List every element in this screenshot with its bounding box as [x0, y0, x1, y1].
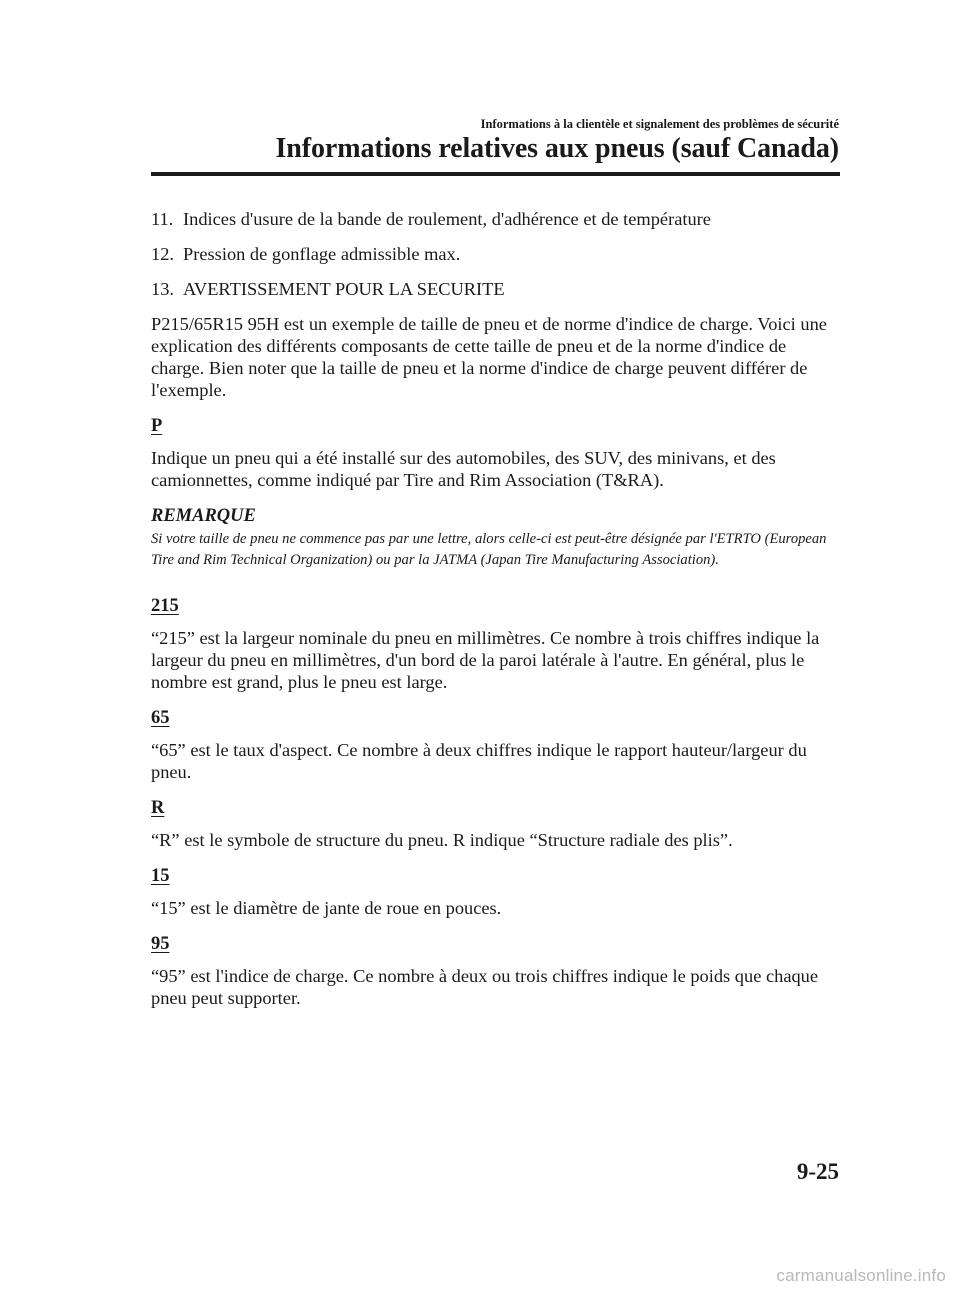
- section-heading-15: 15: [151, 866, 170, 886]
- list-item-number: 11.: [151, 209, 174, 229]
- header-section-label: Informations à la clientèle et signalement des problèmes de sécurité: [480, 117, 839, 131]
- list-item-text: Pression de gonflage admissible max.: [183, 244, 461, 264]
- list-item-text: Indices d'usure de la bande de roulement, d'adhérence et de température: [183, 209, 711, 229]
- section-heading-95: 95: [151, 934, 170, 954]
- header-divider: [151, 172, 840, 176]
- section-heading-65: 65: [151, 708, 170, 728]
- section-text-15: “15” est le diamètre de jante de roue en pouces.: [151, 898, 502, 918]
- list-item: [151, 243, 841, 265]
- section-text-95: “95” est l'indice de charge. Ce nombre à deux ou trois chiffres indique le poids que chaque pneu peut supporter.: [151, 966, 819, 1008]
- main-content: [151, 208, 841, 1023]
- section-text-215: “215” est la largeur nominale du pneu en millimètres. Ce nombre à trois chiffres indique la largeur du pneu en millimètres, d'un bord de la paroi latérale à l'autre. En général, plus le nombre est grand, plus le pneu est large.: [151, 628, 820, 692]
- list-item: [151, 208, 841, 230]
- list-item: [151, 278, 841, 300]
- page-number: 9-25: [796, 1159, 839, 1184]
- section-heading-p: P: [151, 416, 163, 436]
- list-item-number: 13.: [151, 279, 174, 299]
- intro-paragraph: P215/65R15 95H est un exemple de taille de pneu et de norme d'indice de charge. Voici une explication des différents composants de cette taille de pneu et de la norme d'indice de charge. Bien noter que la taille de pneu et la norme d'indice de charge peuvent différer de l'exemple.: [151, 314, 827, 400]
- section-text-65: “65” est le taux d'aspect. Ce nombre à deux chiffres indique le rapport hauteur/largeur du pneu.: [151, 740, 807, 782]
- section-heading-r: R: [151, 798, 165, 818]
- note-title: REMARQUE: [151, 506, 256, 526]
- section-text-p: Indique un pneu qui a été installé sur des automobiles, des SUV, des minivans, et des camionnettes, comme indiqué par Tire and Rim Association (T&RA).: [151, 448, 776, 490]
- section-heading-215: 215: [151, 596, 179, 616]
- list-item-number: 12.: [151, 244, 174, 264]
- note-text: Si votre taille de pneu ne commence pas par une lettre, alors celle-ci est peut-être désignée par l'ETRTO (European Tire and Rim Technical Organization) ou par la JATMA (Japan Tire Manufacturing Association).: [151, 531, 827, 568]
- section-text-r: “R” est le symbole de structure du pneu. R indique “Structure radiale des plis”.: [151, 830, 733, 850]
- list-item-text: AVERTISSEMENT POUR LA SECURITE: [183, 279, 505, 299]
- watermark-text: carmanualsonline.info: [776, 1266, 946, 1285]
- page-title: Informations relatives aux pneus (sauf Canada): [275, 133, 839, 164]
